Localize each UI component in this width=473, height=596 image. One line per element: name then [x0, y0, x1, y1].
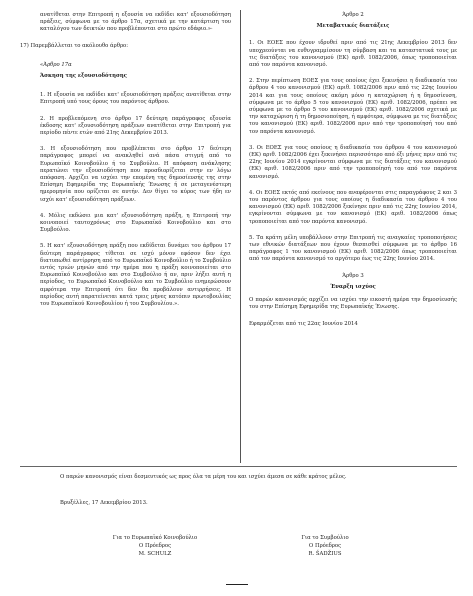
article-17a-heading: Άσκηση της εξουσιοδότησης — [40, 73, 127, 80]
article-17a-paragraph: 2. Η προβλεπόμενη στο άρθρο 17 δεύτερη παράγραφος εξουσία έκδοσης κατ' εξουσιοδότηση πράξεων ανατίθεται στην Επιτροπή για περίοδο πέντε ετών από 21ης Δεκεμβρίου 2013. — [40, 115, 231, 137]
article-3-text: Ο παρών κανονισμός αρχίζει να ισχύει την εικοστή ημέρα την δημοσίευσής του στην Επίσημη Εφημερίδα της Ευρωπαϊκής Ένωσης. — [249, 297, 457, 311]
signature-name: R. ŠADŽIUS — [308, 551, 342, 557]
signature-council — [255, 534, 395, 558]
article-17a-paragraph: 1. Η εξουσία να εκδίδει κατ' εξουσιοδότηση πράξεις ανατίθεται στην Επιτροπή υπό τους όρους του παρόντος άρθρου. — [40, 92, 231, 106]
amendment-point-17: 17) Παρεμβάλλεται το ακόλουθο άρθρο: — [20, 42, 129, 49]
signature-role: Ο Πρόεδρος — [138, 543, 172, 549]
signature-parliament — [85, 534, 225, 558]
intro-continuation: ανατίθεται στην Επιτροπή η εξουσία να εκδίδει κατ' εξουσιοδότηση πράξεις, σύμφωνα με το άρθρο 17α, σχετικά με την κατάρτιση του καταλόγου των δεικτών που προβλέπονται στο πρώτο εδάφιο.»· — [40, 12, 231, 33]
signature-for: Για το Συμβούλιο — [301, 535, 349, 541]
signature-name: M. SCHULZ — [138, 551, 172, 557]
article-2-paragraph: 3. Οι ΕΟΕΣ για τους οποίους η διαδικασία του άρθρου 4 του κανονισμού (ΕΚ) αριθ. 1082/2006 έχει ξεκινήσει περισσότερο από έξι μήνες πριν από τις 22ης Ιουνίου 2014 εγκρίνονται σύμφωνα με τις διατάξεις του κανονισμού (ΕΚ) αριθ. 1082/2006 πριν από την τροποποίησή του από τον παρόντα κανονισμό. — [249, 144, 457, 180]
article-2-paragraph: 2. Στην περίπτωση ΕΟΕΣ για τους οποίους έχει ξεκινήσει η διαδικασία του άρθρου 4 του κανονισμού (ΕΚ) αριθ. 1082/2006 πριν από τις 22ης Ιουνίου 2014 και για τους οποίους ακόμη μόνο η καταχώριση ή η δημοσίευση, σύμφωνα με το άρθρο 5 του κανονισμού (ΕΚ) αριθ. 1082/2006, πρέπει να σύμφωνα με το άρθρο 5 του κανονισμού (ΕΚ) αριθ. 1082/2006 σχετικά με την καταχώριση ή τη δημοσιοποίηση, ή αμφότερα, σύμφωνα με τις διατάξεις του κανονισμού (ΕΚ) αριθ. 1082/2006 πριν από την τροποποίησή του από τον παρόντα κανονισμό. — [249, 78, 457, 135]
article-3-heading: Έναρξη ισχύος — [330, 283, 376, 290]
right-column — [249, 12, 457, 337]
article-17a-paragraph: 4. Μόλις εκδώσει μια κατ' εξουσιοδότηση πράξη, η Επιτροπή την κοινοποιεί ταυτοχρόνως στο Ευρωπαϊκό Κοινοβούλιο και στο Συμβούλιο. — [40, 212, 231, 234]
footer-rule — [226, 584, 248, 585]
article-2-paragraph: 5. Τα κράτη μέλη υποβάλλουν στην Επιτροπή τις αναγκαίες τροποποιήσεις των εθνικών διατάξεων που έχουν θεσπισθεί σύμφωνα με το άρθρο 16 παράγραφος 1 του κανονισμού (ΕΚ) αριθ. 1082/2006 όπως τροποποιείται από τον παρόντα κανονισμό το αργότερο έως τις 22ης Ιουνίου 2014. — [249, 234, 457, 263]
section-divider — [20, 466, 457, 467]
left-column — [20, 12, 231, 317]
signature-role: Ο Πρόεδρος — [308, 543, 342, 549]
apply-date: Εφαρμόζεται από τις 22ας Ιουνίου 2014 — [249, 320, 358, 327]
place-date: Βρυξέλλες, 17 Δεκεμβρίου 2013. — [60, 500, 148, 506]
signature-for: Για το Ευρωπαϊκό Κοινοβούλιο — [112, 535, 198, 541]
article-2-heading: Μεταβατικές διατάξεις — [316, 23, 390, 30]
article-2-paragraph: 4. Οι ΕΟΕΣ εκτός από εκείνους που αναφέρονται στις παραγράφους 2 και 3 του παρόντος άρθρου για τους οποίους η διαδικασία του άρθρου 4 του κανονισμού (ΕΚ) αριθ. 1082/2006 ξεκίνησε πριν από τις 22ης Ιουνίου 2014, εγκρίνονται σύμφωνα με τον κανονισμό (ΕΚ) αριθ. 1082/2006 όπως τροποποιείται από τον παρόντα κανονισμό. — [249, 189, 457, 225]
article-2-label: Άρθρο 2 — [342, 12, 364, 18]
article-17a-paragraph: 5. Η κατ' εξουσιοδότηση πράξη που εκδίδεται δυνάμει του άρθρου 17 δεύτερη παράγραφος τίθεται σε ισχύ μόνον εφόσον δεν έχει διατυπωθεί αντίρρηση από το Ευρωπαϊκό Κοινοβούλιο ή το Συμβούλιο εντός τριών μηνών από την ημέρα που η πράξη κοινοποιείται στο Ευρωπαϊκό Κοινοβούλιο και στο Συμβούλιο ή αν, πριν λήξει αυτή η περίοδος, το Ευρωπαϊκό Κοινοβούλιο και το Συμβούλιο ενημερώσουν αμφότερα την Επιτροπή ότι δεν θα προβάλουν αντιρρήσεις. Η περίοδος αυτή παρατείνεται κατά τρεις μήνες κατόπιν πρωτοβουλίας του Ευρωπαϊκού Κοινοβουλίου ή του Συμβουλίου.». — [40, 243, 231, 308]
article-2-paragraph: 1. Οι ΕΟΕΣ που έχουν ιδρυθεί πριν από τις 21ης Δεκεμβρίου 2013 δεν υποχρεούνται να ευθυγραμμίσουν τη σύμβαση και τα καταστατικά τους με τις διατάξεις του κανονισμού (ΕΚ) αριθ. 1082/2006, όπως τροποποιείται από τον παρόντα κανονισμό. — [249, 40, 457, 69]
article-17a-label: «Άρθρο 17α — [40, 61, 72, 68]
article-3-label: Άρθρο 3 — [342, 272, 364, 279]
binding-text: Ο παρών κανονισμός είναι δεσμευτικός ως προς όλα τα μέρη του και ισχύει άμεσα σε κάθε κράτος μέλος. — [60, 474, 347, 480]
article-17a-paragraph: 3. Η εξουσιοδότηση που προβλέπεται στο άρθρο 17 δεύτερη παράγραφος μπορεί να ανακληθεί ανά πάσα στιγμή από το Ευρωπαϊκό Κοινοβούλιο ή το Συμβούλιο. Η απόφαση ανάκλησης περατώνει την εξουσιοδότηση που προσδιορίζεται στην εν λόγω απόφαση. Αρχίζει να ισχύει την επομένη της δημοσίευσής της στην Επίσημη Εφημερίδα της Ευρωπαϊκής Ένωσης ή σε μεταγενέστερη ημερομηνία που ορίζεται σε αυτήν. Δεν θίγει το κύρος των ήδη εν ισχύι κατ' εξουσιοδότηση πράξεων. — [40, 146, 231, 203]
column-divider — [240, 10, 241, 463]
